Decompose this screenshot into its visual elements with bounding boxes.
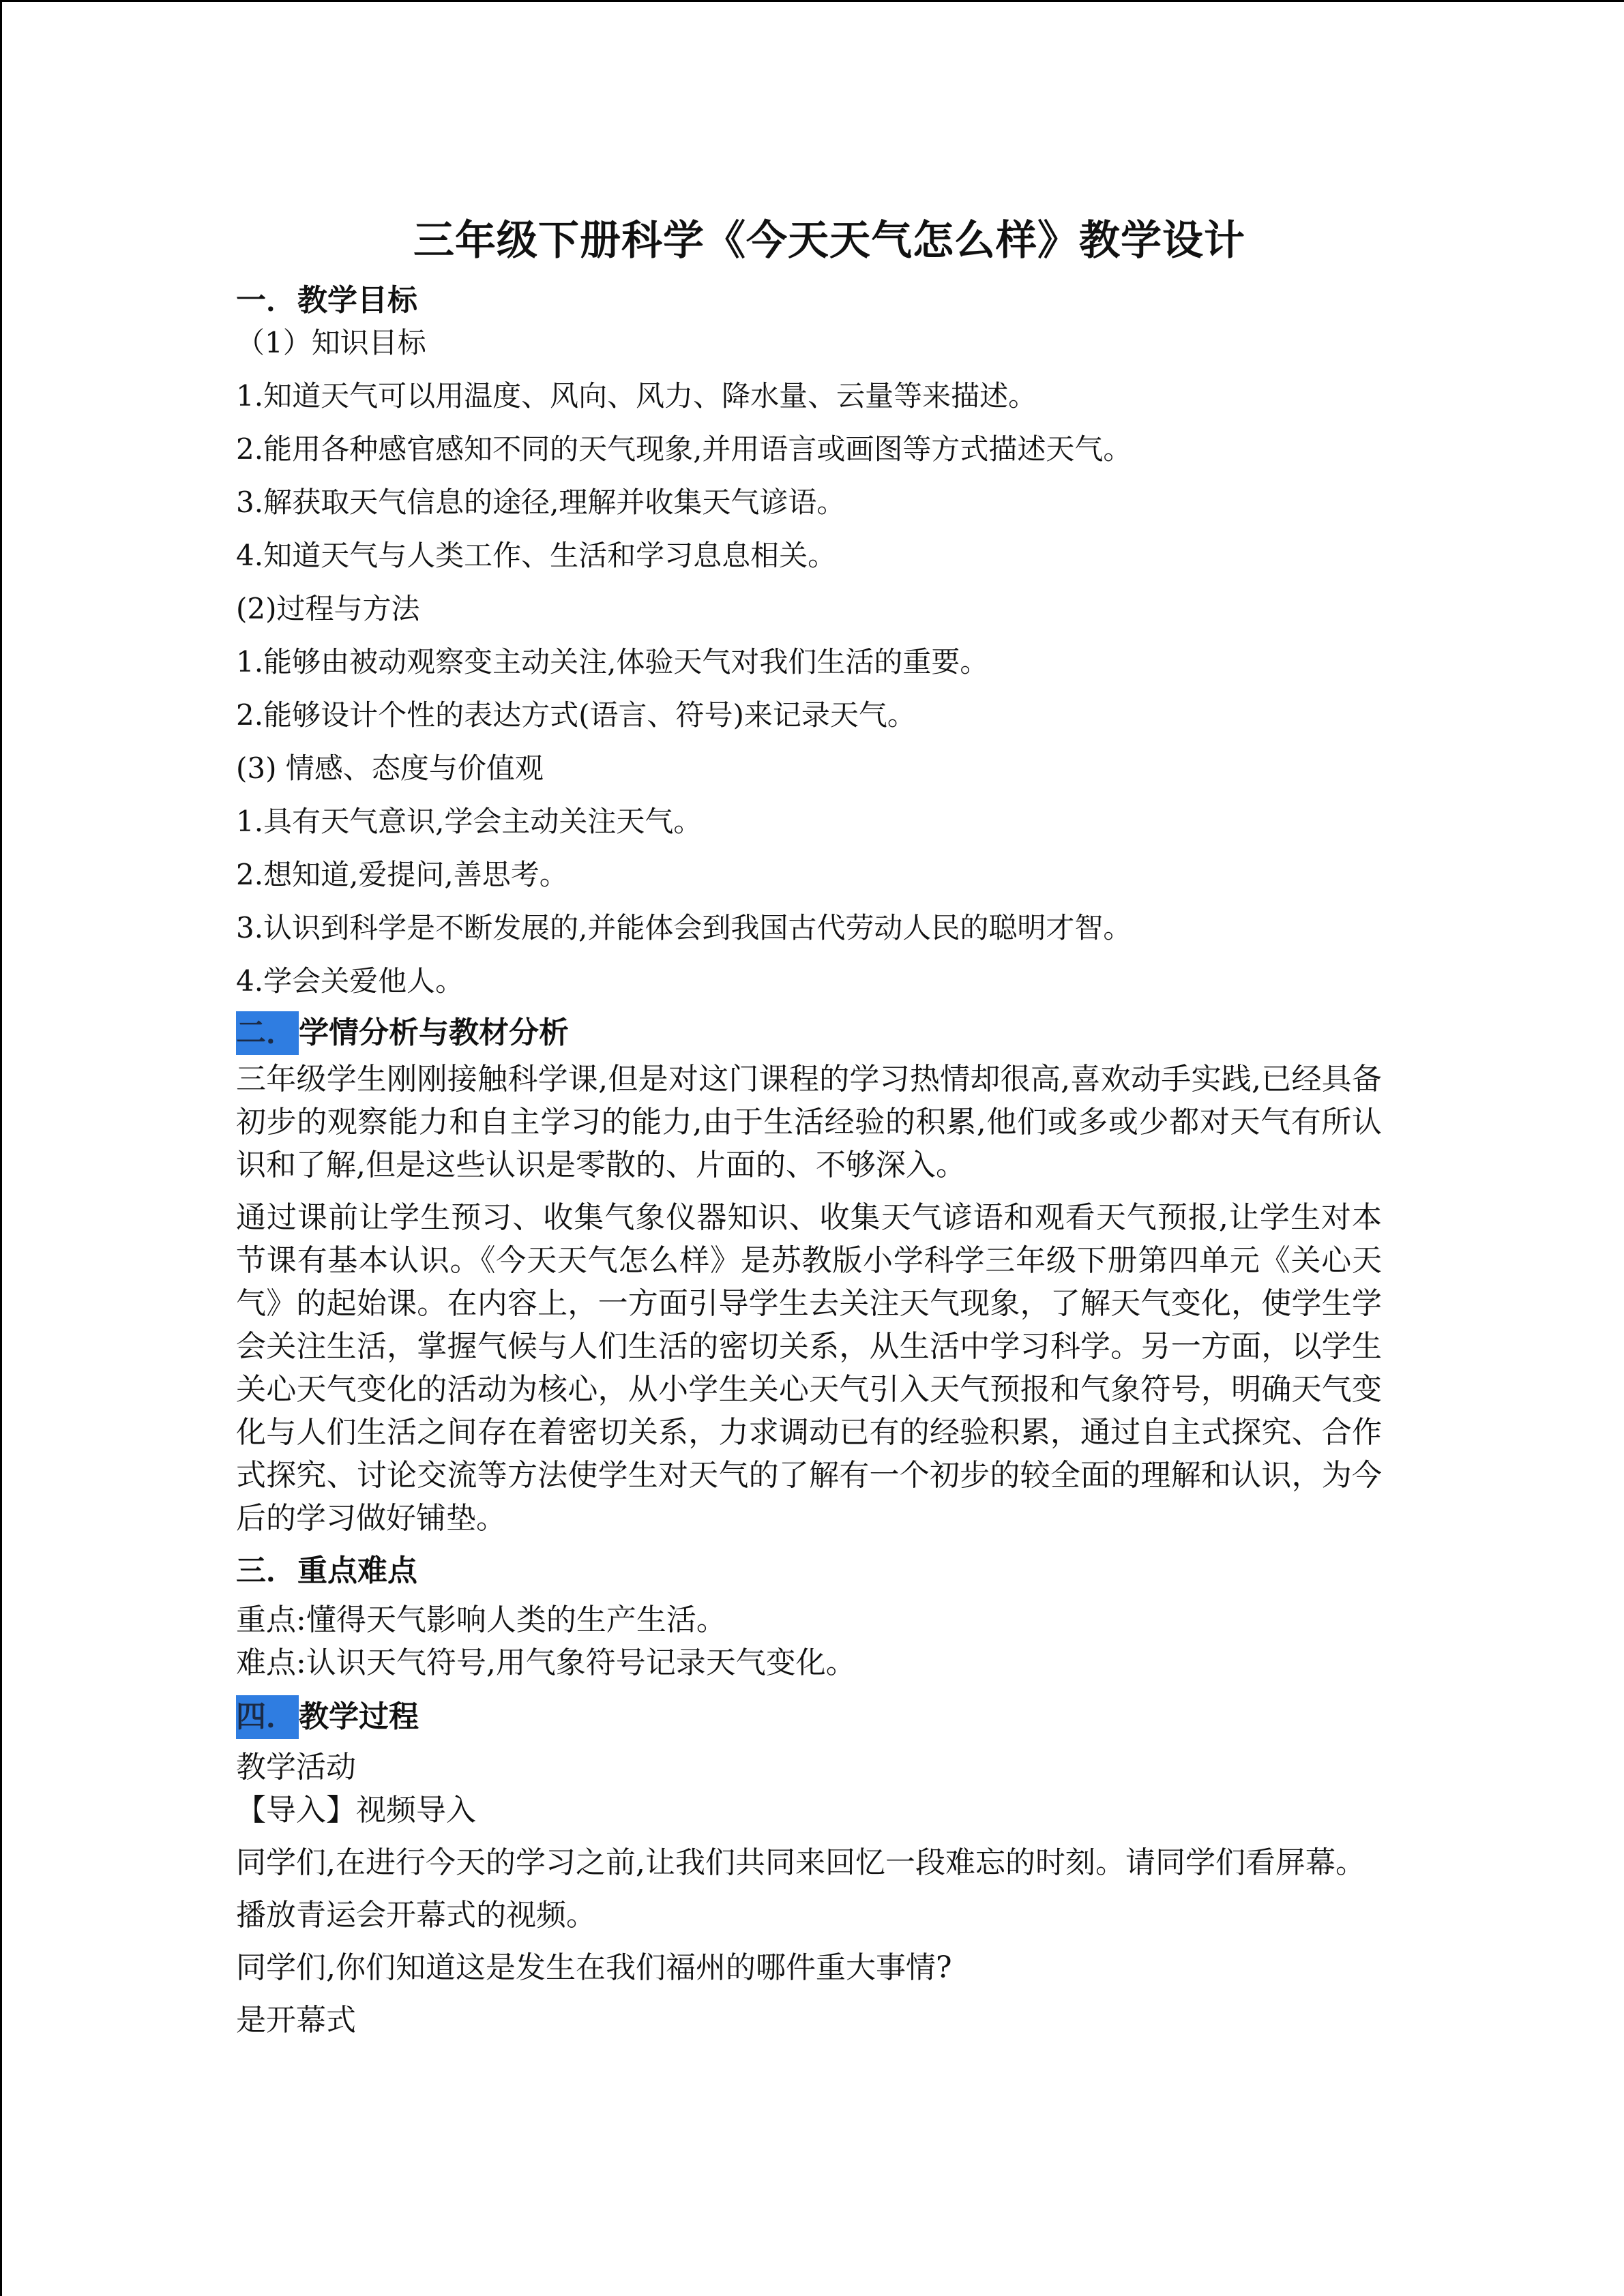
subsection-knowledge: （1）知识目标 <box>236 326 426 359</box>
section-heading-analysis <box>236 1011 1382 1055</box>
section-number-highlighted: 二． <box>236 1011 299 1055</box>
section-heading-process <box>236 1695 1382 1739</box>
objective-item: 4.学会关爱他人。 <box>236 964 464 998</box>
key-point: 重点:懂得天气影响人类的生产生活。 <box>236 1602 726 1637</box>
objective-item: 1.知道天气可以用温度、风向、风力、降水量、云量等来描述。 <box>236 379 1037 413</box>
section-number-highlighted: 四． <box>236 1695 299 1739</box>
objective-item: 1.具有天气意识,学会主动关注天气。 <box>236 805 703 838</box>
section-number: 一． <box>236 283 296 318</box>
process-paragraph: 是开幕式 <box>236 2003 356 2038</box>
subsection-emotion: (3) 情感、态度与价值观 <box>236 751 544 785</box>
process-paragraph: 同学们,你们知道这是发生在我们福州的哪件重大事情? <box>236 1950 952 1985</box>
objective-item: 3.认识到科学是不断发展的,并能体会到我国古代劳动人民的聪明才智。 <box>236 911 1132 944</box>
process-paragraph: 同学们,在进行今天的学习之前,让我们共同来回忆一段难忘的时刻。请同学们看屏幕。 <box>236 1845 1365 1880</box>
objective-item: 4.知道天气与人类工作、生活和学习息息相关。 <box>236 539 837 572</box>
document-title: 三年级下册科学《今天天气怎么样》教学设计 <box>413 217 1245 265</box>
section-heading-objectives <box>236 279 1382 323</box>
teaching-activity: 教学活动 <box>236 1750 356 1785</box>
section-title: 教学过程 <box>299 1699 419 1734</box>
analysis-paragraph: 通过课前让学生预习、收集气象仪器知识、收集天气谚语和观看天气预报,让学生对本节课有基本认识。《今天天气怎么样》是苏教版小学科学三年级下册第四单元《关心天气》的起始课。在内容上，一方面引导学生去关注天气现象，了解天气变化，使学生学会关注生活，掌握气候与人们生活的密切关系，从生活中学习科学。另一方面，以学生关心天气变化的活动为核心，从小学生关心天气引入天气预报和气象符号，明确天气变化与人们生活之间存在着密切关系，力求调动已有的经验积累，通过自主式探究、合作式探究、讨论交流等方法使学生对天气的了解有一个初步的较全面的理解和认识，为今后的学习做好铺垫。 <box>236 1200 1382 1536</box>
subsection-process: (2)过程与方法 <box>236 592 420 625</box>
process-paragraph: 播放青运会开幕式的视频。 <box>236 1898 596 1933</box>
section-title: 教学目标 <box>297 283 417 318</box>
section-number: 三． <box>236 1553 296 1588</box>
section-title: 学情分析与教材分析 <box>299 1015 569 1050</box>
objective-item: 2.能够设计个性的表达方式(语言、符号)来记录天气。 <box>236 698 916 732</box>
difficulty: 难点:认识天气符号,用气象符号记录天气变化。 <box>236 1645 856 1680</box>
objective-item: 3.解获取天气信息的途径,理解并收集天气谚语。 <box>236 486 846 519</box>
objective-item: 2.能用各种感官感知不同的天气现象,并用语言或画图等方式描述天气。 <box>236 432 1132 466</box>
analysis-paragraph: 三年级学生刚刚接触科学课,但是对这门课程的学习热情却很高,喜欢动手实践,已经具备初步的观察能力和自主学习的能力,由于生活经验的积累,他们或多或少都对天气有所认识和了解,但是这些认识是零散的、片面的、不够深入。 <box>236 1062 1382 1182</box>
objective-item: 2.想知道,爱提问,善思考。 <box>236 858 568 891</box>
section-heading-keypoints <box>236 1549 1382 1593</box>
intro-title: 【导入】视频导入 <box>236 1793 476 1828</box>
objective-item: 1.能够由被动观察变主动关注,体验天气对我们生活的重要。 <box>236 645 989 679</box>
section-title: 重点难点 <box>297 1553 417 1588</box>
document-body <box>236 207 1382 2042</box>
